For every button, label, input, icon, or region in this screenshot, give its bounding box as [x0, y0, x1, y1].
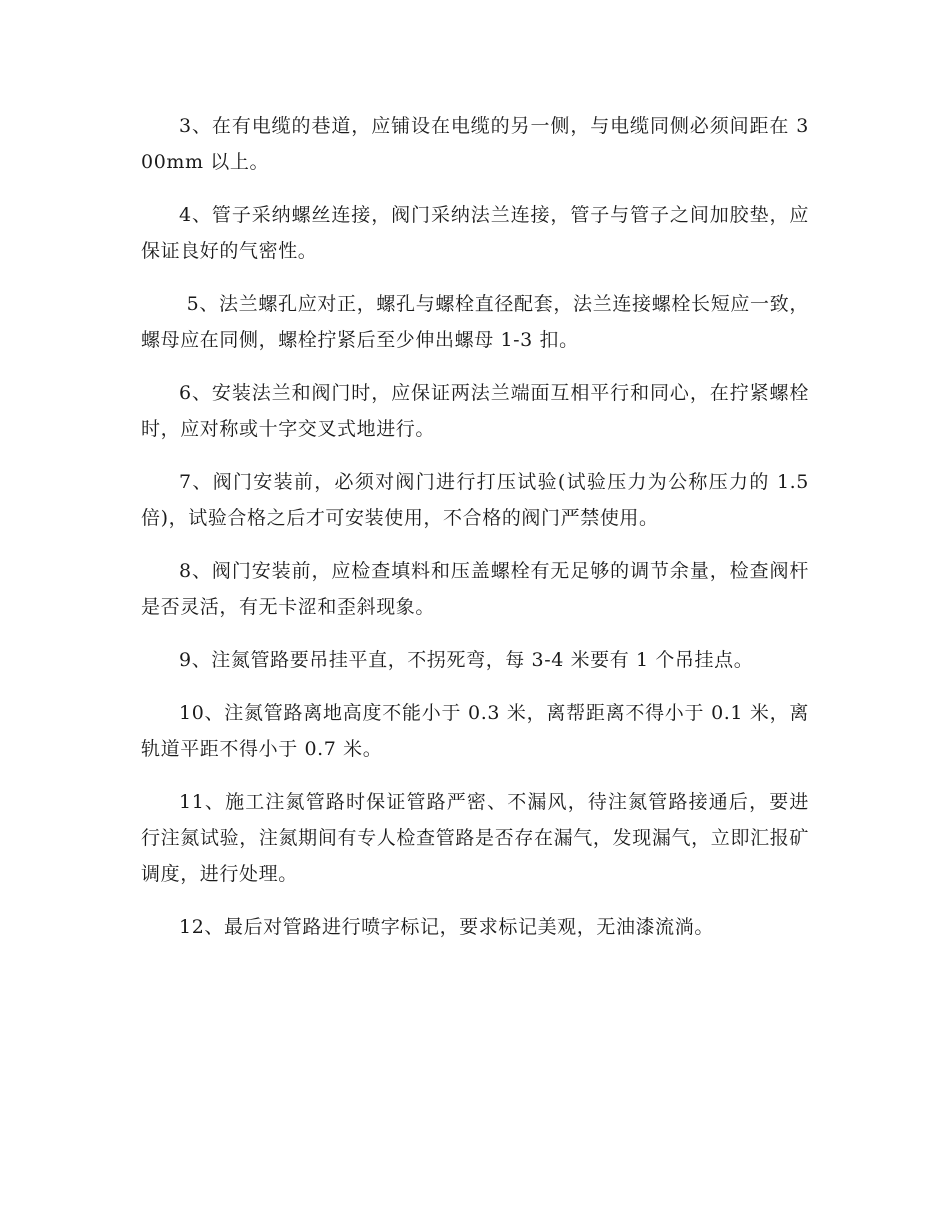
paragraph-item-12: 12、最后对管路进行喷字标记，要求标记美观，无油漆流淌。	[179, 916, 714, 938]
paragraph-item-10: 10、注氮管路离地高度不能小于 0.3 米，离帮距离不得小于 0.1 米，离轨道平距不得小于 0.7 米。	[141, 702, 809, 760]
paragraph-item-5: 5、法兰螺孔应对正，螺孔与螺栓直径配套，法兰连接螺栓长短应一致，螺母应在同侧，螺栓拧紧后至少伸出螺母 1-3 扣。	[141, 293, 809, 351]
paragraph-item-8: 8、阀门安装前，应检查填料和压盖螺栓有无足够的调节余量，检查阀杆是否灵活，有无卡涩和歪斜现象。	[141, 560, 809, 618]
paragraph-item-4: 4、管子采纳螺丝连接，阀门采纳法兰连接，管子与管子之间加胶垫，应保证良好的气密性。	[141, 204, 809, 262]
document-body	[141, 108, 809, 962]
paragraph-item-11: 11、施工注氮管路时保证管路严密、不漏风，待注氮管路接通后，要进行注氮试验，注氮期间有专人检查管路是否存在漏气，发现漏气，立即汇报矿调度，进行处理。	[141, 791, 809, 885]
paragraph-item-6: 6、安装法兰和阀门时，应保证两法兰端面互相平行和同心，在拧紧螺栓时，应对称或十字交叉式地进行。	[141, 382, 809, 440]
paragraph-item-3: 3、在有电缆的巷道，应铺设在电缆的另一侧，与电缆同侧必须间距在 300mm 以上。	[141, 115, 809, 173]
paragraph-item-7: 7、阀门安装前，必须对阀门进行打压试验(试验压力为公称压力的 1.5 倍)，试验合格之后才可安装使用，不合格的阀门严禁使用。	[141, 471, 809, 529]
paragraph-item-9: 9、注氮管路要吊挂平直，不拐死弯，每 3-4 米要有 1 个吊挂点。	[179, 649, 754, 671]
